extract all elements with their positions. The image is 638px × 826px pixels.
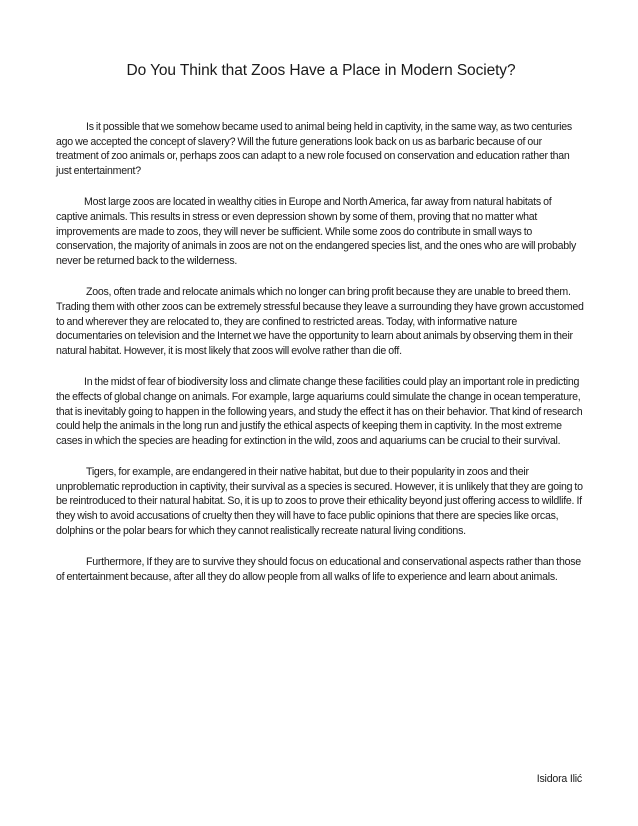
document-title: Do You Think that Zoos Have a Place in Modern Society?: [126, 62, 516, 79]
paragraph-3: Zoos, often trade and relocate animals which no longer can bring profit because they are unable to breed them. Trading them with other zoos can be extremely stressful because they leave a surrounding they have grown accustomed to and wherever they are relocated to, they are confined to restricted areas. Today, with informative nature documentaries on television and the Internet we have the opportunity to learn about animals by observing them in their natural habitat. However, it is most likely that zoos will evolve rather than die off.: [56, 286, 584, 357]
paragraph-6: Furthermore, If they are to survive they should focus on educational and conservational aspects rather than those of entertainment because, after all they do allow people from all walks of life to experience and learn about animals.: [56, 556, 581, 583]
author-signature: Isidora Ilić: [536, 773, 582, 785]
paragraph-5: Tigers, for example, are endangered in their native habitat, but due to their popularity in zoos and their unproblematic reproduction in captivity, their survival as a species is secured. However, it is unlikely that they are going to be reintroduced to their natural habitat. So, it is up to zoos to prove their ethicality beyond just offering access to wildlife. If they wish to avoid accusations of cruelty then they will have to face public opinions that there are species like orcas, dolphins or the polar bears for which they cannot realistically recreate natural living conditions.: [56, 466, 583, 537]
document-body: [56, 120, 584, 601]
paragraph-2: Most large zoos are located in wealthy cities in Europe and North America, far away from natural habitats of captive animals. This results in stress or even depression shown by some of them, proving that no matter what improvements are made to zoos, they will never be sufficient. While some zoos do contribute in small ways to conservation, the majority of animals in zoos are not on the endangered species list, and the ones who are will probably never be returned back to the wilderness.: [56, 196, 577, 267]
paragraph-1: Is it possible that we somehow became used to animal being held in captivity, in the same way, as two centuries ago we accepted the concept of slavery? Will the future generations look back on us as barbaric because of our treatment of zoo animals or, perhaps zoos can adapt to a new role focused on conservation and education rather than just entertainment?: [56, 121, 572, 177]
paragraph-4: In the midst of fear of biodiversity loss and climate change these facilities could play an important role in predicting the effects of global change on animals. For example, large aquariums could simulate the change in ocean temperature, that is inevitably going to happen in the following years, and study the effect it has on their behavior. That kind of research could help the animals in the long run and justify the ethical aspects of keeping them in captivity. In the most extreme cases in which the species are heading for extinction in the wild, zoos and aquariums can be crucial to their survival.: [56, 376, 583, 447]
